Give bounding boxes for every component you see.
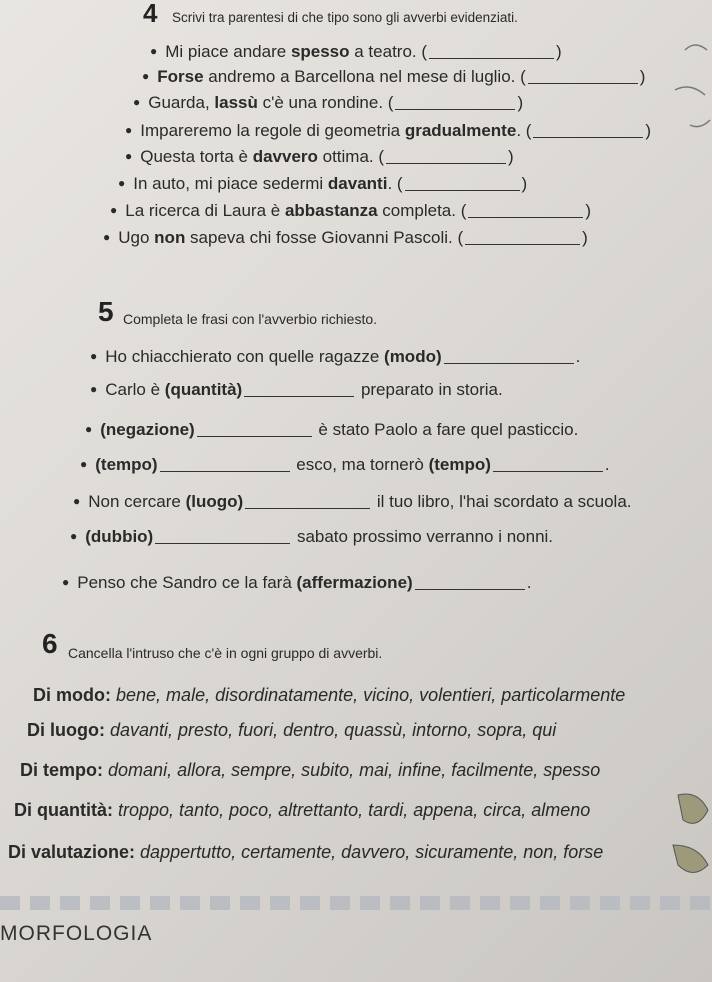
close-paren: ) [645,121,652,140]
ex5-hint: (dubbio) [85,527,154,546]
ex6-category: Di modo [33,685,105,705]
ex6-group-tempo: Di tempo: domani, allora, sempre, subito, mai, infine, facilmente, spesso [20,760,601,780]
ex4-item-text: In auto, mi piace sedermi [133,174,328,193]
ex6-category: Di valutazione [8,842,130,862]
ex6-words[interactable]: troppo, tanto, poco, altrettanto, tardi, appena, circa, almeno [118,800,591,820]
ex4-item-3 [133,93,523,113]
ex4-item-6 [118,174,527,194]
bullet-icon: ● [110,203,118,217]
ex4-item-8 [103,228,588,248]
ex5-item-text: esco, ma tornerò [291,455,429,474]
ex5-item-text: . [526,573,532,592]
ex4-adverb: lassù [214,93,258,112]
ex5-item-1 [90,347,580,367]
answer-blank[interactable] [444,349,574,364]
ex4-adverb: abbastanza [284,201,378,220]
ex6-group-luogo: Di luogo: davanti, presto, fuori, dentro, quassù, intorno, sopra, qui [27,720,557,740]
ex5-item-text: il tuo libro, l'hai scordato a scuola. [372,492,632,511]
ex6-group-valutazione: Di valutazione: dappertutto, certamente, davvero, sicuramente, non, forse [8,842,604,862]
exercise-4-number: 4 [143,0,158,28]
ex6-group-modo: Di modo: bene, male, disordinatamente, vicino, volentieri, particolarmente [33,685,626,705]
ex4-item-text: sapeva chi fosse Giovanni Pascoli. ( [185,228,464,247]
ex4-item-1 [150,42,562,62]
answer-blank[interactable] [528,69,638,84]
ex5-hint: (negazione) [100,420,195,439]
ex4-item-text: La ricerca di Laura è [125,201,285,220]
bullet-icon: ● [62,575,70,589]
ex4-item-text: Impareremo la regole di geometria [140,121,405,140]
ex5-item-text: sabato prossimo verranno i nonni. [292,527,554,546]
ex5-item-3 [85,420,578,440]
ex4-adverb: davanti [327,174,388,193]
ex4-adverb: spesso [290,42,350,61]
exercise-5-number: 5 [98,296,114,327]
ex5-hint: (quantità) [164,380,243,399]
ex5-item-4 [80,455,610,475]
ex5-hint: (luogo) [185,492,244,511]
ex5-hint: (tempo) [95,455,158,474]
ex4-item-5 [125,147,514,167]
bullet-icon: ● [90,382,98,396]
doodle-icon [655,30,712,150]
bullet-icon: ● [142,69,150,83]
ex5-hint: (modo) [384,347,442,366]
ex5-item-text: è stato Paolo a fare quel pasticcio. [313,420,579,439]
bullet-icon: ● [150,44,158,58]
answer-blank[interactable] [405,176,520,191]
ex6-words[interactable]: dappertutto, certamente, davvero, sicuramente, non, forse [140,842,604,862]
close-paren: ) [556,42,562,61]
ex6-words[interactable]: bene, male, disordinatamente, vicino, volentieri, particolarmente [116,685,626,705]
section-footer: MORFOLOGIA [0,922,153,945]
answer-blank[interactable] [244,382,354,397]
butterfly-icon [668,785,712,905]
answer-blank[interactable] [386,149,506,164]
ex5-item-text: Non cercare [88,492,186,511]
exercise-5-instruction: Completa le frasi con l'avverbio richiesto. [123,311,378,327]
bullet-icon: ● [85,422,93,436]
answer-blank[interactable] [155,529,290,544]
ex5-item-7 [62,573,531,593]
answer-blank[interactable] [533,123,643,138]
ex6-category: Di luogo [27,720,99,740]
exercise-6-number: 6 [42,628,58,659]
answer-blank[interactable] [468,203,583,218]
close-paren: ) [639,67,646,86]
bullet-icon: ● [90,349,98,363]
ex4-item-text: Mi piace andare [165,42,291,61]
close-paren: ) [582,228,588,247]
answer-blank[interactable] [415,575,525,590]
ex4-adverb: Forse [157,67,204,86]
ex4-adverb: davvero [252,147,318,166]
answer-blank[interactable] [493,457,603,472]
ex4-item-text: . ( [387,174,403,193]
ex4-item-text: . ( [516,121,532,140]
ex4-item-7 [110,201,591,221]
ex4-adverb: gradualmente [404,121,517,140]
answer-blank[interactable] [465,230,580,245]
ex4-item-text: a teatro. ( [349,42,428,61]
ex5-item-text: preparato in storia. [356,380,503,399]
answer-blank[interactable] [197,422,312,437]
decorative-dash-strip [0,896,712,910]
exercise-6-instruction: Cancella l'intruso che c'è in ogni gruppo di avverbi. [68,645,383,661]
ex4-adverb: non [154,228,186,247]
ex5-hint: (tempo) [428,455,491,474]
close-paren: ) [585,201,592,220]
ex6-group-quantita: Di quantità: troppo, tanto, poco, altrettanto, tardi, appena, circa, almeno [14,800,591,820]
bullet-icon: ● [133,95,141,109]
answer-blank[interactable] [395,95,515,110]
close-paren: ) [517,93,524,112]
ex5-item-text: Carlo è [105,380,165,399]
ex6-category: Di tempo [20,760,98,780]
ex4-item-text: Guarda, [148,93,215,112]
bullet-icon: ● [73,494,81,508]
ex4-item-text: Questa torta è [140,147,253,166]
answer-blank[interactable] [429,44,554,59]
ex4-item-text: Ugo [118,228,155,247]
exercise-4-instruction: Scrivi tra parentesi di che tipo sono gli avverbi evidenziati. [172,10,518,25]
ex4-item-2 [142,67,645,87]
bullet-icon: ● [70,529,78,543]
bullet-icon: ● [125,149,133,163]
ex5-hint: (affermazione) [296,573,413,592]
ex5-item-text: Penso che Sandro ce la farà [77,573,297,592]
bullet-icon: ● [80,457,88,471]
ex6-category: Di quantità [14,800,107,820]
bullet-icon: ● [118,176,126,190]
ex5-item-text: . [575,347,581,366]
ex4-item-text: andremo a Barcellona nel mese di luglio. ( [203,67,526,86]
ex5-item-5 [73,492,632,512]
bullet-icon: ● [125,123,133,137]
bullet-icon: ● [103,230,111,244]
close-paren: ) [521,174,528,193]
answer-blank[interactable] [160,457,290,472]
ex4-item-text: c'è una rondine. ( [257,93,394,112]
ex5-item-6 [70,527,553,547]
close-paren: ) [508,147,514,166]
ex6-words[interactable]: domani, allora, sempre, subito, mai, infine, facilmente, spesso [108,760,601,780]
ex5-item-2 [90,380,503,400]
ex4-item-text: completa. ( [377,201,467,220]
ex4-item-text: ottima. ( [317,147,385,166]
answer-blank[interactable] [245,494,370,509]
ex5-item-text: . [604,455,610,474]
ex6-words[interactable]: davanti, presto, fuori, dentro, quassù, intorno, sopra, qui [110,720,557,740]
ex4-item-4 [125,121,651,141]
ex5-item-text: Ho chiacchierato con quelle ragazze [105,347,385,366]
